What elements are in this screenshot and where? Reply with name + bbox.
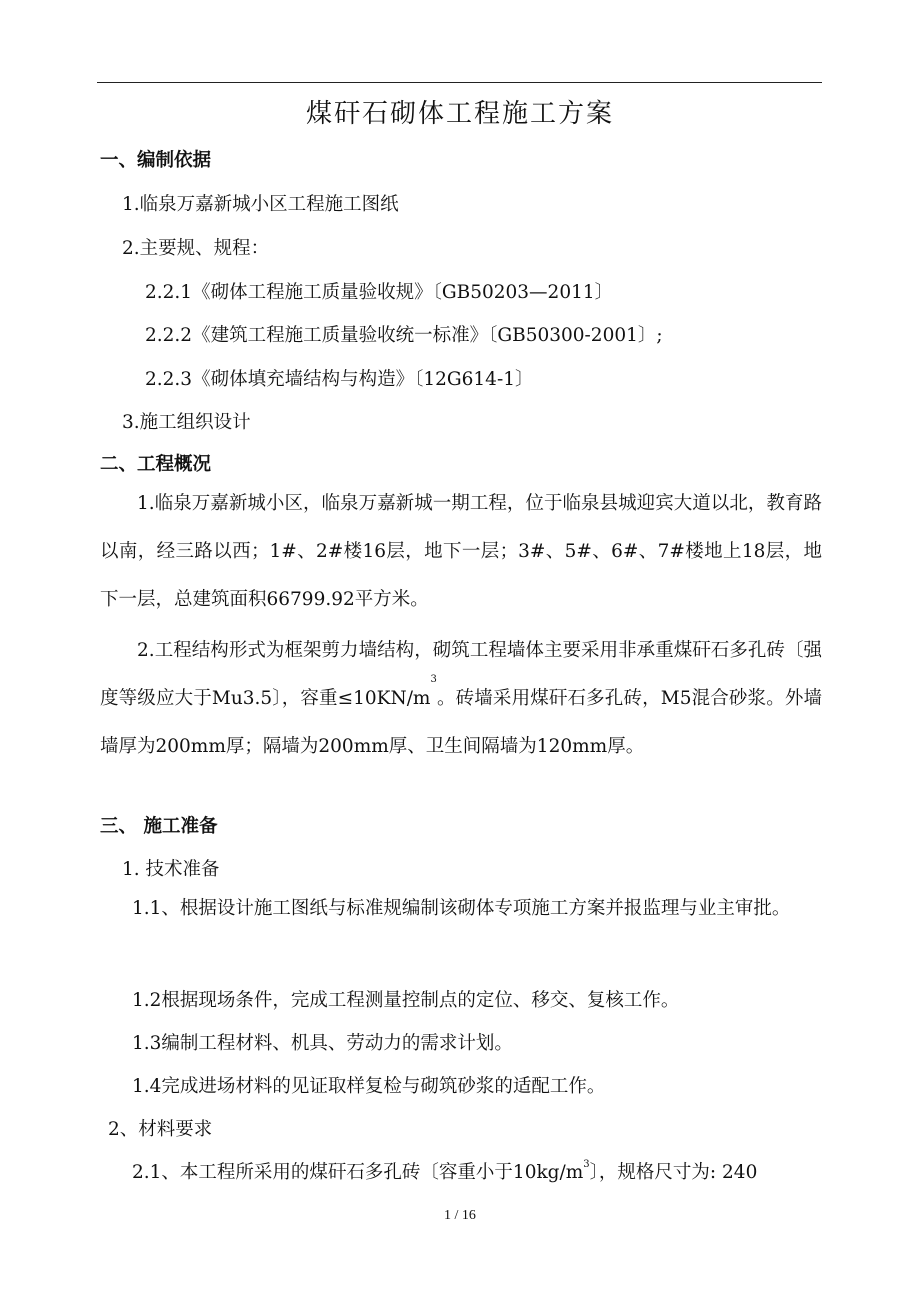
list-item: 2.1、本工程所采用的煤矸石多孔砖〔容重小于$10kg/m^3$〕，规格尺寸为: 240 <box>132 1159 758 1183</box>
list-item: 2.2.3《砌体填充墙结构与构造》〔12G614-1〕 <box>145 369 534 390</box>
list-item: 2.2.2《建筑工程施工质量验收统一标准》〔GB50300-2001〕; <box>145 325 663 346</box>
page-title: 煤矸石砌体工程施工方案 <box>305 99 614 129</box>
paragraph: 1.临泉万嘉新城小区，临泉万嘉新城一期工程，位于临泉县城迎宾大道以北，教育路以南，经三路以西；1#、2#楼16层，地下一层；3#、5#、6#、7#楼地上18层，地下一层，总建筑面积66799.92平方米。 <box>100 493 822 610</box>
list-item: 1.临泉万嘉新城小区工程施工图纸 <box>122 194 399 215</box>
list-item: 1.2根据现场条件，完成工程测量控制点的定位、移交、复核工作。 <box>132 990 680 1011</box>
list-item: 1.3编制工程材料、机具、劳动力的需求计划。 <box>132 1033 513 1054</box>
page-number: 1 / 16 <box>444 1208 476 1223</box>
paragraph: 2.工程结构形式为框架剪力墙结构，砌筑工程墙体主要采用非承重煤矸石多孔砖〔强度等级应大于Mu3.5〕，容重$\le 10KN/m^3$。砖墙采用煤矸石多孔砖，M5混合砂浆。外墙墙厚为200mm厚；隔墙为200mm厚、卫生间隔墙为120mm厚。 <box>100 640 822 757</box>
section-heading-3: 三、 施工准备 <box>100 816 218 837</box>
section-heading-2: 二、工程概况 <box>100 454 212 475</box>
list-item: 1.4完成进场材料的见证取样复检与砌筑砂浆的适配工作。 <box>132 1076 606 1097</box>
paragraph: 1.1、根据设计施工图纸与标准规编制该砌体专项施工方案并报监理与业主审批。 <box>132 898 791 919</box>
header-rule <box>97 82 822 83</box>
list-item: 3.施工组织设计 <box>122 412 251 433</box>
subheading: 1. 技术准备 <box>122 859 220 880</box>
section-heading-1: 一、编制依据 <box>100 150 212 171</box>
list-item: 2.2.1《砌体工程施工质量验收规》〔GB50203—2011〕 <box>145 282 614 303</box>
list-item: 2.主要规、规程： <box>122 238 270 259</box>
subheading: 2、材料要求 <box>108 1119 213 1140</box>
